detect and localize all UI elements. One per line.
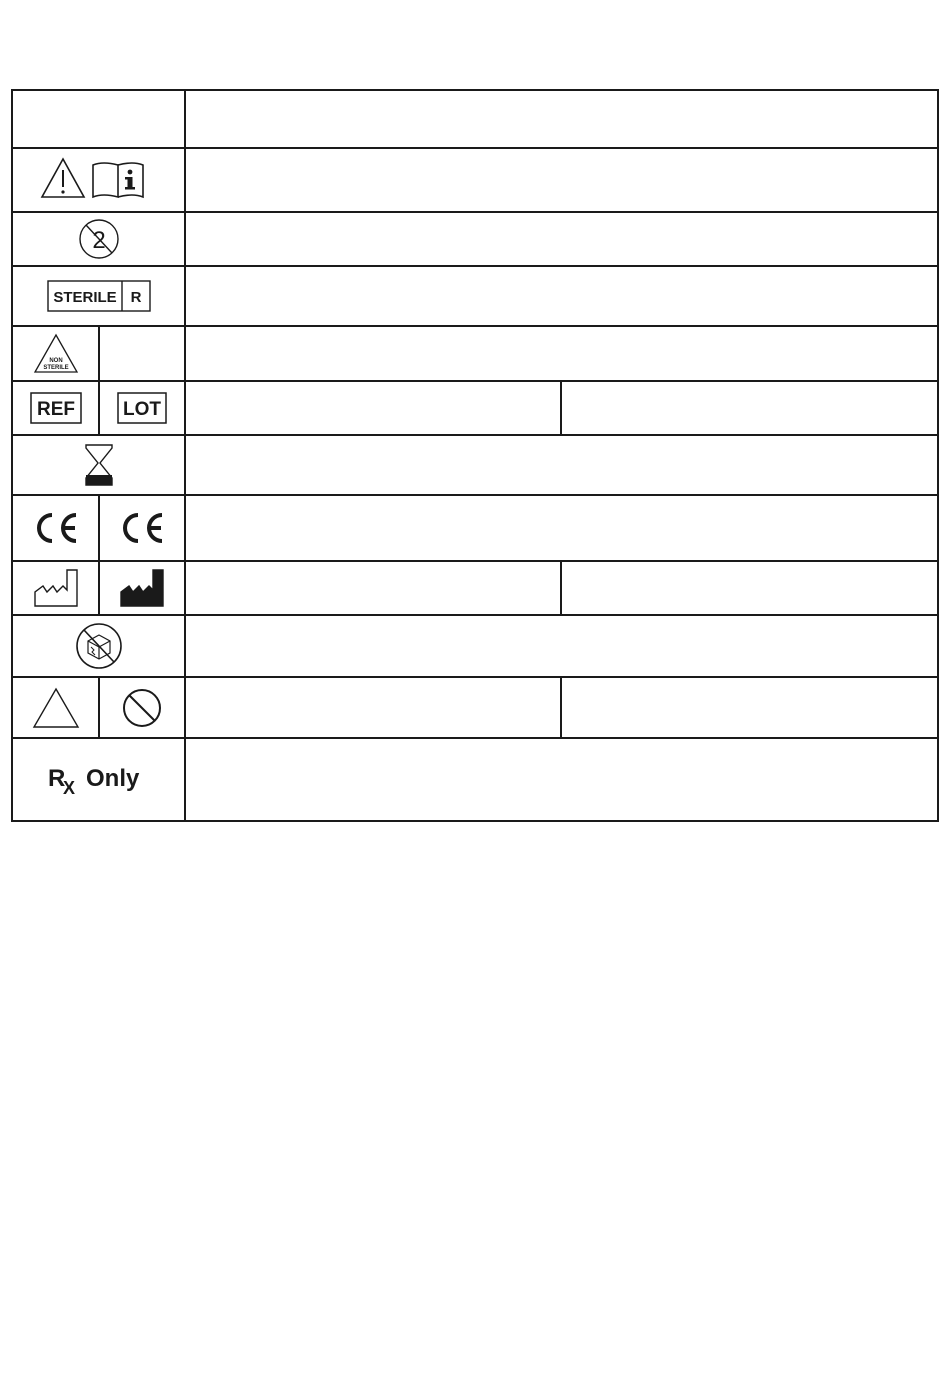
description-cell [185, 435, 938, 495]
do-not-use-if-package-damaged-icon [74, 621, 124, 671]
table-row [12, 326, 938, 381]
header-symbol-cell [12, 90, 185, 148]
symbol-cell [12, 615, 185, 677]
ref-label: REF [36, 399, 75, 420]
description-cell [185, 677, 561, 738]
table-row [12, 677, 938, 738]
ce-mark-icon [119, 511, 165, 545]
ce-mark-icon [33, 511, 79, 545]
description-cell [185, 495, 938, 561]
rx-x-label: X [62, 777, 75, 798]
table-row [12, 148, 938, 212]
symbol-cell [99, 381, 185, 435]
description-cell [185, 212, 938, 266]
symbol-cell [99, 677, 185, 738]
manufacturer-icon [119, 568, 165, 608]
warning-triangle-icon [31, 686, 81, 730]
description-cell [185, 561, 561, 615]
description-cell [185, 738, 938, 821]
sterile-method-label: R [130, 289, 141, 306]
description-cell [561, 381, 938, 435]
table-row [12, 615, 938, 677]
description-cell [561, 561, 938, 615]
table-row [12, 266, 938, 326]
table-row [12, 561, 938, 615]
prohibition-icon [120, 686, 164, 730]
sterile-label: STERILE [52, 289, 117, 306]
table-row [12, 381, 938, 435]
description-cell [185, 381, 561, 435]
table-row [12, 435, 938, 495]
symbol-cell [99, 495, 185, 561]
caution-icon [42, 159, 84, 197]
non-sterile-line1: NON [48, 357, 63, 364]
table-header-row [12, 90, 938, 148]
description-cell [561, 677, 938, 738]
description-cell [185, 266, 938, 326]
catalog-number-icon [29, 391, 83, 425]
symbols-table [11, 89, 939, 822]
symbol-cell [12, 148, 185, 212]
non-sterile-icon [33, 333, 79, 375]
symbol-cell [12, 212, 185, 266]
use-by-date-icon [84, 443, 114, 487]
caution-consult-symbols [39, 155, 159, 205]
table-row [12, 495, 938, 561]
symbol-cell [99, 326, 185, 381]
table-row [12, 738, 938, 821]
symbol-cell [12, 326, 99, 381]
date-of-manufacture-icon [33, 568, 79, 608]
svg-text:2: 2 [91, 227, 106, 254]
symbol-cell [12, 381, 99, 435]
header-description-cell [185, 90, 938, 148]
description-cell [185, 326, 938, 381]
symbol-cell [12, 495, 99, 561]
description-cell [185, 615, 938, 677]
table-row [12, 212, 938, 266]
description-cell [185, 148, 938, 212]
rx-only-label: Only [85, 764, 139, 792]
lot-number-icon [116, 391, 168, 425]
symbol-cell [99, 561, 185, 615]
symbol-cell [12, 266, 185, 326]
non-sterile-line2: STERILE [42, 364, 69, 371]
lot-label: LOT [123, 399, 161, 420]
symbol-cell [12, 738, 185, 821]
symbol-cell [12, 561, 99, 615]
symbol-cell [12, 677, 99, 738]
rx-r-label: R [47, 764, 65, 792]
consult-instructions-icon [93, 163, 143, 197]
symbol-cell [12, 435, 185, 495]
do-not-reuse-icon [77, 217, 121, 261]
rx-only-icon [44, 760, 154, 800]
sterile-radiation-icon [47, 279, 151, 313]
